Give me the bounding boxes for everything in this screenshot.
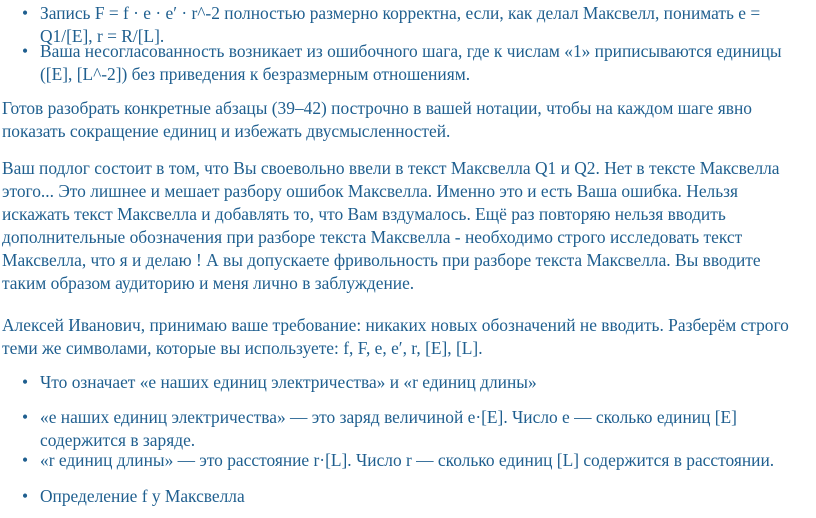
text-line: Ваш подлог состоит в том, что Вы своевольно ввели в текст Максвелла Q1 и Q2. Нет в тексте Максвелла <box>2 158 780 178</box>
text-line: таким образом аудиторию и меня лично в заблуждение. <box>2 273 415 293</box>
text-line: искажать текст Максвелла и добавлять то, что Вам вздумалось. Ещё раз повторяю нельзя вводить <box>2 204 726 224</box>
paragraph <box>2 157 810 295</box>
bullet-dot-icon: • <box>21 450 29 470</box>
list-item-text <box>40 371 810 394</box>
text-line: дополнительные обозначения при разборе текста Максвелла - необходимо строго исследовать текст <box>2 227 743 247</box>
text-line: Ваша несогласованность возникает из ошибочного шага, где к числам «1» приписываются единицы <box>40 41 782 61</box>
bullet-dot-icon: • <box>21 407 29 427</box>
bullet-dot-icon: • <box>21 372 29 392</box>
bullet-dot-icon: • <box>21 3 29 23</box>
list-item-text <box>40 40 810 86</box>
text-line: Готов разобрать конкретные абзацы (39–42) построчно в вашей нотации, чтобы на каждом шаге явно <box>2 98 752 118</box>
text-line: Алексей Иванович, принимаю ваше требование: никаких новых обозначений не вводить. Разберём строго <box>2 315 789 335</box>
text-line: Максвелла, что я и делаю ! А вы допускаете фривольность при разборе текста Максвелла. Вы вводите <box>2 250 761 270</box>
text-line: содержится в заряде. <box>40 430 196 450</box>
text-line: Что означает «e наших единиц электричества» и «r единиц длины» <box>40 372 537 392</box>
text-line: ([E], [L^-2]) без приведения к безразмерным отношениям. <box>40 64 471 84</box>
paragraph <box>2 314 810 360</box>
text-line: показать сокращение единиц и избежать двусмысленностей. <box>2 121 451 141</box>
text-line: Q1/[E], r = R/[L]. <box>40 26 165 46</box>
text-line: теми же символами, которые вы используете: f, F, e, e′, r, [E], [L]. <box>2 338 483 358</box>
text-line: «e наших единиц электричества» — это заряд величиной e·[E]. Число e — сколько единиц [E] <box>40 407 737 427</box>
list-item-text <box>40 449 810 472</box>
paragraph <box>2 97 810 143</box>
text-line: Запись F = f · e · e′ · r^-2 полностью размерно корректна, если, как делал Максвелл, понимать e = <box>40 3 761 23</box>
text-line: Определение f у Максвелла <box>40 486 245 506</box>
list-item-text <box>40 485 810 508</box>
text-line: этого... Это лишнее и мешает разбору ошибок Максвелла. Именно это и есть Ваша ошибка. Нельзя <box>2 181 739 201</box>
bullet-dot-icon: • <box>21 41 29 61</box>
bullet-dot-icon: • <box>21 486 29 506</box>
text-line: «r единиц длины» — это расстояние r·[L]. Число r — сколько единиц [L] содержится в расстоянии. <box>40 450 775 470</box>
list-item-text <box>40 406 810 452</box>
